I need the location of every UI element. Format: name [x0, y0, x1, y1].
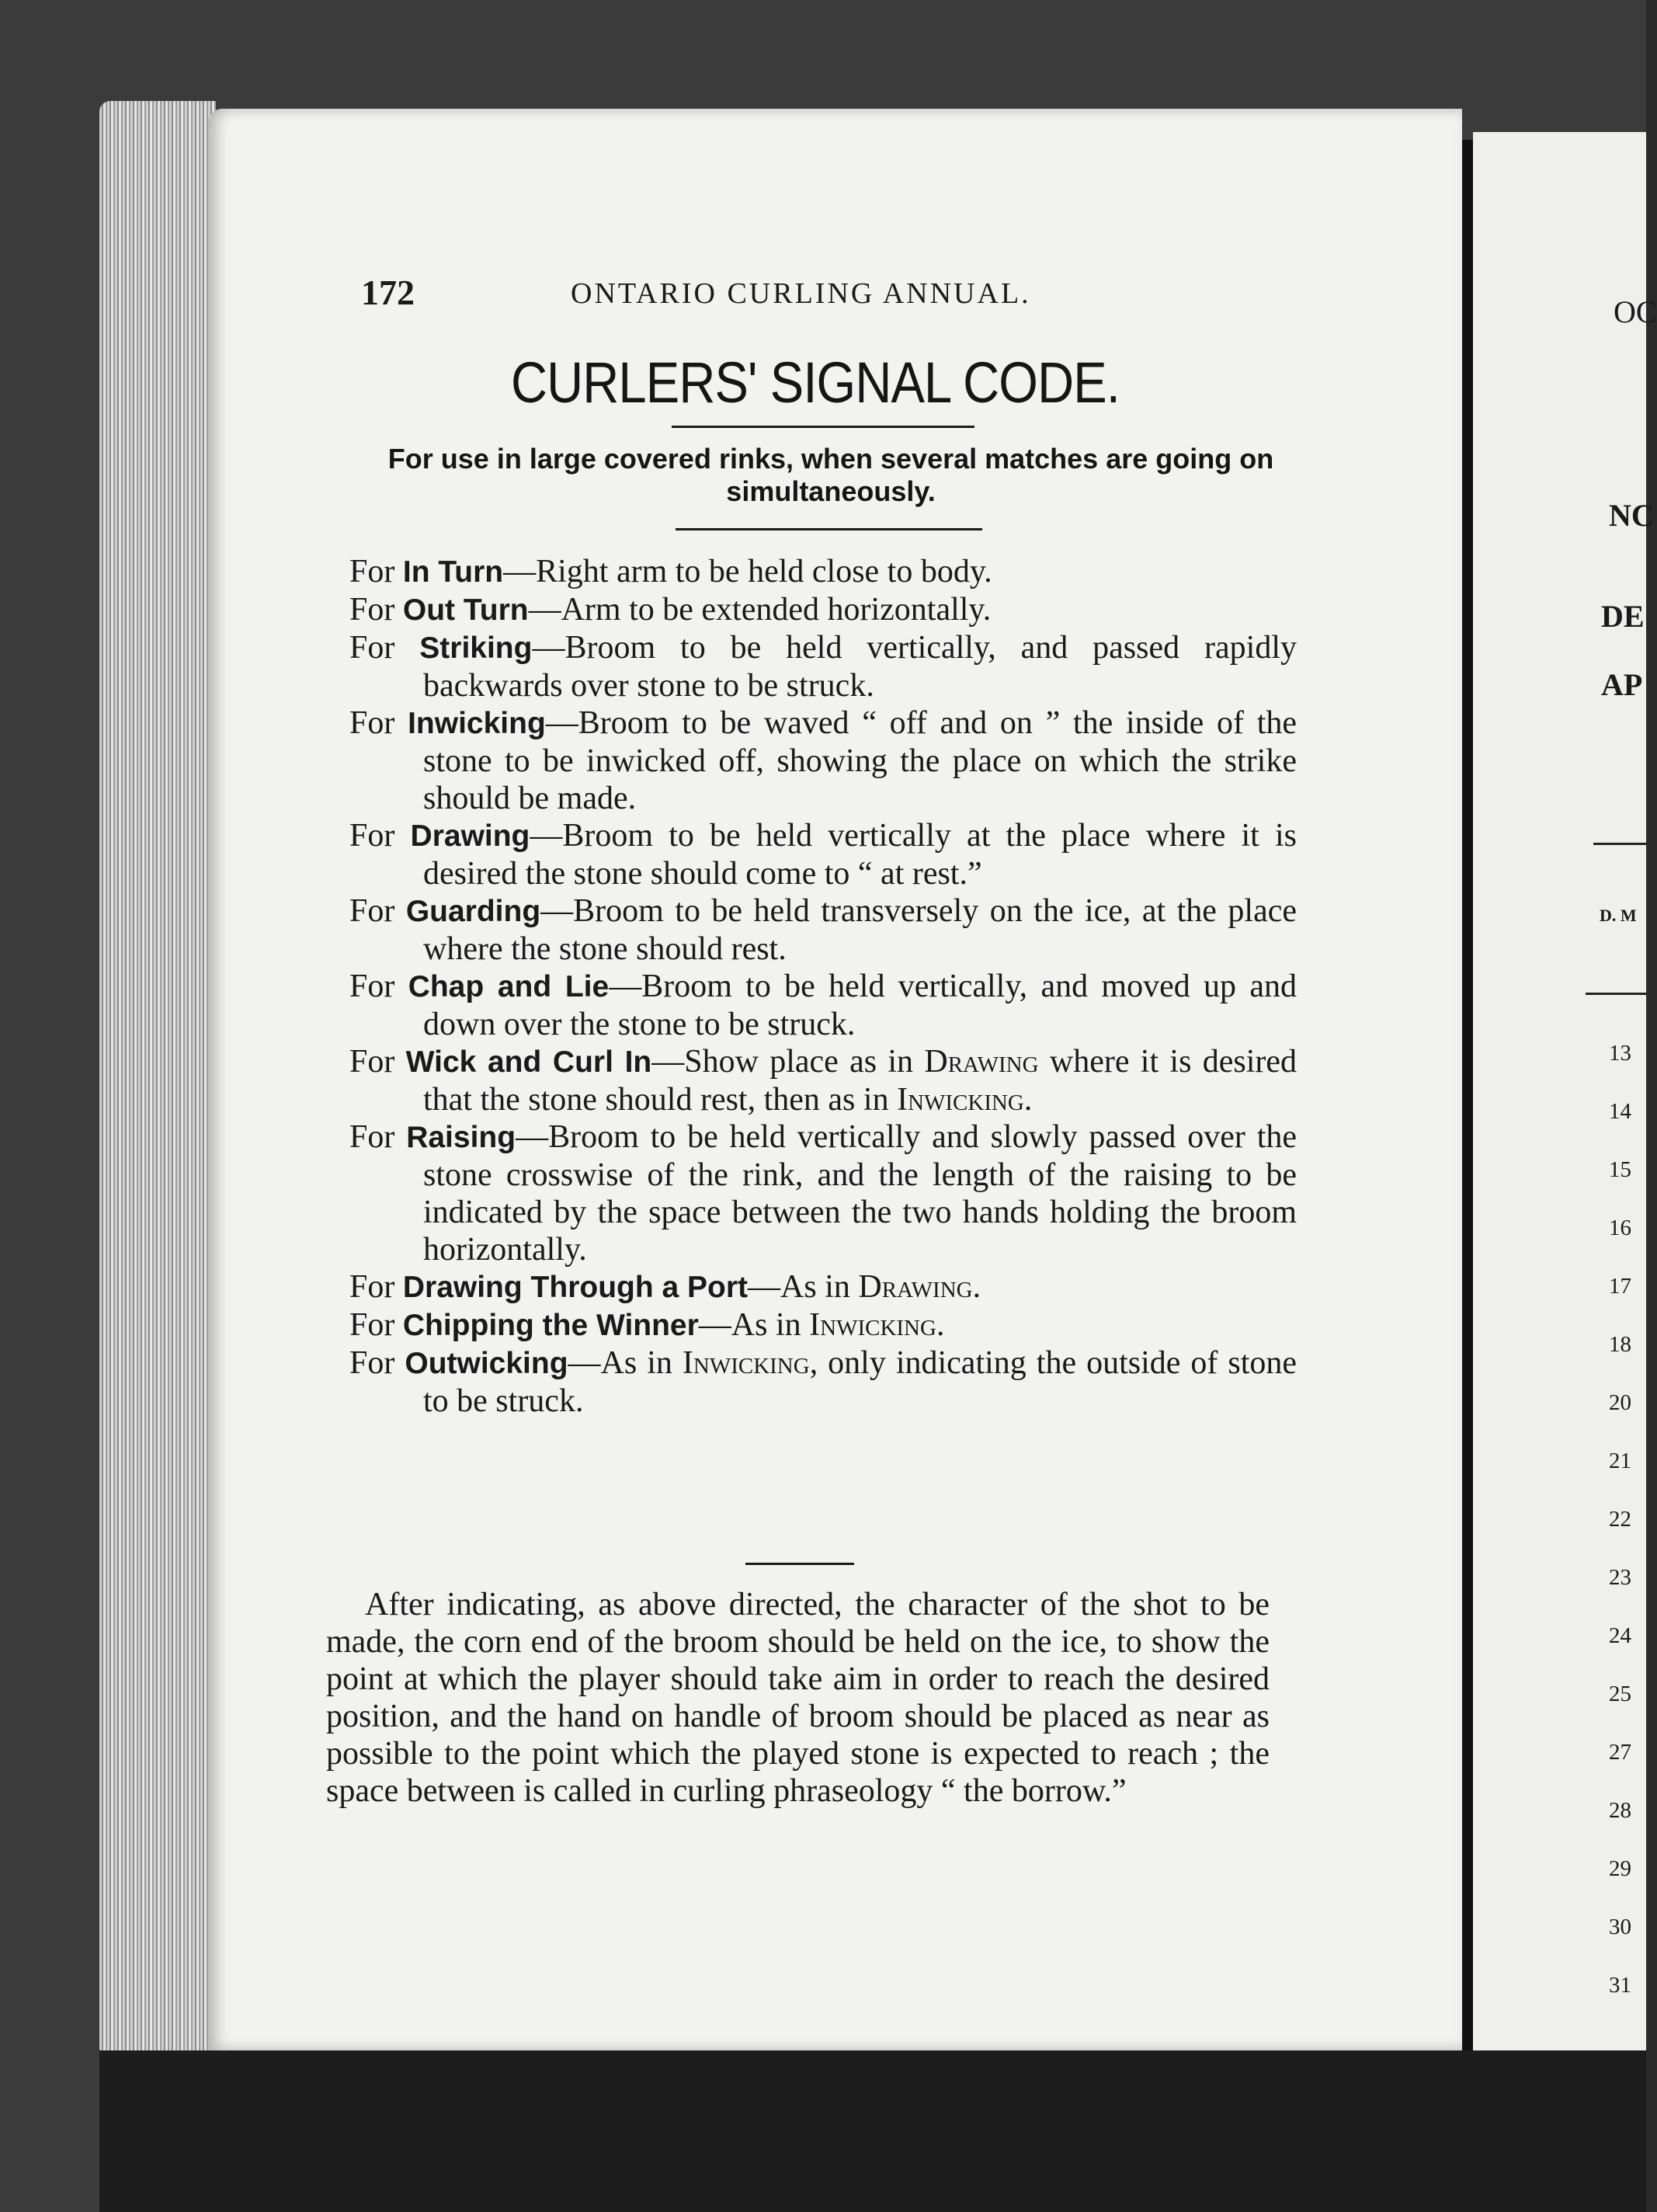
day-number: 27 — [1609, 1740, 1631, 1765]
right-page-fragment: DE — [1601, 599, 1645, 634]
signal-description: —Broom to be waved “ off and on ” the inside of the stone to be inwicked off, showing the place on which the strike should be made. — [423, 705, 1297, 816]
signal-term: Chipping the Winner — [402, 1309, 699, 1342]
entry-prefix: For — [349, 893, 395, 929]
page-header — [361, 272, 1370, 318]
signal-term: Raising — [406, 1121, 516, 1154]
entry-prefix: For — [349, 705, 395, 741]
day-number: 20 — [1609, 1390, 1631, 1415]
signal-description: where it is desired that the stone should rest, then as in — [423, 1044, 1297, 1118]
entry-prefix: For — [349, 554, 395, 590]
signal-entry — [349, 1043, 1297, 1118]
signal-description: —As in — [748, 1269, 850, 1305]
day-number: 23 — [1609, 1565, 1631, 1590]
cross-reference: Inwicking — [809, 1307, 936, 1343]
signal-description: . — [972, 1269, 981, 1305]
signal-description: . — [1023, 1082, 1033, 1118]
subtitle-rule — [676, 528, 982, 530]
signal-description: —As in — [698, 1307, 801, 1343]
day-number: 25 — [1609, 1682, 1631, 1706]
signal-term: Chap and Lie — [408, 970, 610, 1003]
signal-entry — [349, 892, 1297, 968]
signal-entry — [349, 591, 1297, 629]
right-page-fragment: NC — [1609, 498, 1654, 533]
day-number: 30 — [1609, 1915, 1631, 1939]
scan-bottom-edge — [99, 2050, 1646, 2212]
entry-prefix: For — [349, 969, 395, 1004]
signal-description: —As in — [568, 1345, 672, 1381]
signal-entry — [349, 817, 1297, 892]
page-subtitle: For use in large covered rinks, when several matches are going on simultaneously. — [387, 443, 1274, 507]
signal-term: Guarding — [405, 895, 541, 928]
right-page-rule — [1586, 993, 1646, 995]
signal-term: Striking — [419, 631, 533, 665]
day-number: 29 — [1609, 1856, 1631, 1881]
title-rule — [672, 426, 974, 428]
cross-reference: Drawing — [858, 1269, 973, 1305]
signal-description: —Broom to be held vertically at the place where it is desired the stone should come to “ at rest.” — [423, 818, 1297, 892]
day-number: 17 — [1609, 1274, 1631, 1299]
right-page-fragment: D. M — [1600, 906, 1637, 925]
entry-prefix: For — [349, 1345, 395, 1381]
entry-prefix: For — [349, 1044, 395, 1080]
cross-reference: Inwicking — [897, 1082, 1024, 1118]
signal-description: . — [936, 1307, 945, 1343]
signal-entry — [349, 1344, 1297, 1420]
day-number: 28 — [1609, 1798, 1631, 1823]
day-number: 13 — [1609, 1041, 1631, 1066]
closing-paragraph: After indicating, as above directed, the character of the shot to be made, the corn end of the broom should be held on the ice, to show the point at which the player should take aim in order to reach the desired position, and the hand on handle of broom should be placed as near as possible to the point which the played stone is expected to reach ; the space between is called in curling phraseology “ the borrow.” — [326, 1587, 1270, 1809]
cross-reference: Drawing — [924, 1044, 1039, 1080]
day-number: 21 — [1609, 1449, 1631, 1473]
signal-entry — [349, 553, 1297, 591]
book-gutter — [1462, 140, 1473, 2058]
signal-entry — [349, 968, 1297, 1043]
signal-entry — [349, 629, 1297, 704]
running-title: ONTARIO CURLING ANNUAL. — [571, 277, 1031, 310]
signal-entry — [349, 1306, 1297, 1344]
right-page-fragment: OC — [1614, 294, 1657, 329]
signal-list — [349, 553, 1297, 1420]
signal-description: —Arm to be extended horizontally. — [528, 592, 992, 628]
day-number: 31 — [1609, 1973, 1631, 1998]
entry-prefix: For — [349, 592, 395, 628]
signal-term: Wick and Curl In — [405, 1045, 652, 1079]
entry-prefix: For — [349, 1269, 395, 1305]
signal-description: —Broom to be held vertically, and moved up and down over the stone to be struck. — [423, 969, 1297, 1042]
entry-prefix: For — [349, 1119, 395, 1155]
page-number: 172 — [361, 273, 415, 312]
signal-entry — [349, 1268, 1297, 1306]
entry-prefix: For — [349, 1307, 395, 1343]
day-number: 18 — [1609, 1332, 1631, 1357]
signal-term: Outwicking — [405, 1347, 568, 1380]
day-number: 14 — [1609, 1099, 1631, 1124]
closing-rule — [745, 1563, 854, 1565]
day-number: 24 — [1609, 1623, 1631, 1648]
page-edges — [99, 101, 216, 2058]
right-page-fragment: AP — [1601, 667, 1643, 702]
day-number: 22 — [1609, 1507, 1631, 1532]
cross-reference: Inwicking — [682, 1345, 810, 1381]
entry-prefix: For — [349, 818, 395, 854]
signal-entry — [349, 704, 1297, 817]
right-page-rule — [1593, 843, 1646, 845]
signal-description: , only indicating the outside of stone to be struck. — [423, 1345, 1297, 1419]
signal-term: In Turn — [402, 555, 504, 589]
signal-description: —Broom to be held transversely on the ice, at the place where the stone should rest. — [423, 893, 1297, 967]
signal-description: —Right arm to be held close to body. — [503, 554, 992, 590]
day-number: 15 — [1609, 1157, 1631, 1182]
signal-description: —Broom to be held vertically and slowly passed over the stone crosswise of the rink, and the length of the raising to be indicated by the space between the two hands holding the broom horizontally. — [423, 1119, 1297, 1268]
signal-term: Out Turn — [402, 593, 529, 627]
signal-term: Drawing — [410, 819, 530, 853]
entry-prefix: For — [349, 630, 395, 666]
signal-entry — [349, 1118, 1297, 1268]
signal-term: Drawing Through a Port — [402, 1271, 749, 1304]
day-number: 16 — [1609, 1216, 1631, 1240]
signal-description: —Show place as in — [651, 1044, 914, 1080]
signal-term: Inwicking — [408, 707, 546, 740]
signal-description: —Broom to be held vertically, and passed rapidly backwards over stone to be struck. — [423, 630, 1297, 704]
page-title: CURLERS' SIGNAL CODE. — [510, 350, 1120, 415]
